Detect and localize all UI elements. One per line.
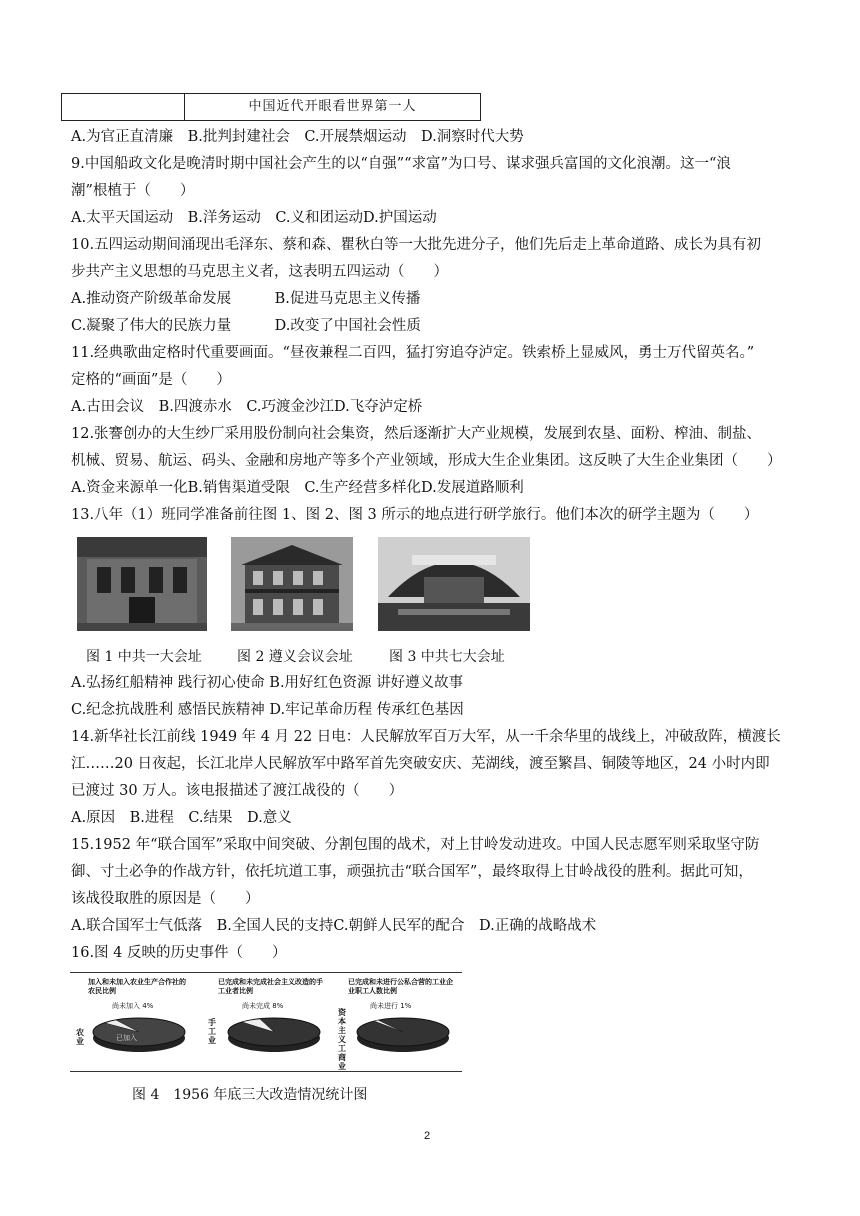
q15-stem-line2: 御、寸土必争的作战方针，依托坑道工事，顽强抗击“联合国军”，最终取得上甘岭战役的胜利。据此可知， — [71, 864, 753, 880]
q11-stem-line2: 定格的“画面”是（ ） — [71, 372, 231, 388]
q10-options-ab: A.推动资产阶级革命发展 B.促进马克思主义传播 — [71, 291, 421, 307]
q15-options: A.联合国军士气低落 B.全国人民的支持C.朝鲜人民军的配合 D.正确的战略战术 — [71, 918, 597, 934]
q14-stem-line3: 已渡过 30 万人。该电报描述了渡江战役的（ ） — [71, 783, 404, 799]
q15-stem-line1: 15.1952 年“联合国军”采取中间突破、分割包围的战术，对上甘岭发动进攻。中国人民志愿军则采取坚守防 — [71, 837, 760, 853]
photo-caption-3: 图 3 中共七大会址 — [389, 649, 505, 665]
q8-options: A.为官正直清廉 B.批判封建社会 C.开展禁烟运动 D.洞察时代大势 — [71, 129, 524, 145]
figure-4-top-rule — [70, 972, 462, 973]
q12-options: A.资金来源单一化B.销售渠道受限 C.生产经营多样化D.发展道路顺利 — [71, 480, 524, 496]
pie-1-note: 尚未加入 4% — [112, 1002, 154, 1010]
q14-stem-line2: 江……20 日夜起，长江北岸人民解放军中路军首先突破安庆、芜湖线，渡至繁昌、铜陵等地区，24 小时内即 — [71, 756, 770, 772]
q9-stem-line2: 潮”根植于（ ） — [71, 183, 195, 199]
q9-stem-line1: 9.中国船政文化是晚清时期中国社会产生的以“自强”“求富”为口号、谋求强兵富国的文化浪潮。这一“浪 — [71, 156, 731, 172]
q16-stem: 16.图 4 反映的历史事件（ ） — [71, 945, 287, 961]
pie-2-note: 尚未完成 8% — [242, 1002, 284, 1010]
q11-stem-line1: 11.经典歌曲定格时代重要画面。“昼夜兼程二百四，猛打穷追夺泸定。铁索桥上显威风，勇士万代留英名。” — [71, 345, 755, 361]
pie-3 — [352, 1012, 454, 1056]
q14-options: A.原因 B.进程 C.结果 D.意义 — [71, 810, 292, 826]
q13-options-cd: C.纪念抗战胜利 感悟民族精神 D.牢记革命历程 传承红色基因 — [71, 702, 464, 718]
q10-stem-line2: 步共产主义思想的马克思主义者，这表明五四运动（ ） — [71, 264, 448, 280]
table-cell-text: 中国近代开眼看世界第一人 — [248, 99, 417, 114]
pie-1-side-label: 农业 — [76, 1028, 84, 1046]
q14-stem-line1: 14.新华社长江前线 1949 年 4 月 22 日电：人民解放军百万大军，从一千余华里的战线上，冲破敌阵，横渡长 — [71, 729, 781, 745]
q10-stem-line1: 10.五四运动期间涌现出毛泽东、蔡和森、瞿秋白等一大批先进分子，他们先后走上革命道路、成长为具有初 — [71, 237, 762, 253]
photo-figure-2 — [231, 537, 353, 631]
q12-stem-line1: 12.张謇创办的大生纱厂采用股份制向社会集资，然后逐渐扩大产业规模，发展到农垦、面粉、榨油、制盐、 — [71, 426, 762, 442]
pie-2-title: 已完成和未完成社会主义改造的手工业者比例 — [218, 978, 323, 995]
photo-caption-2: 图 2 遵义会议会址 — [237, 649, 353, 665]
q11-options: A.古田会议 B.四渡赤水 C.巧渡金沙江D.飞夺泸定桥 — [71, 399, 423, 415]
figure-4-caption: 图 4 1956 年底三大改造情况统计图 — [132, 1087, 368, 1103]
pie-2 — [224, 1012, 324, 1056]
figure-4-bottom-rule — [70, 1071, 462, 1072]
q13-stem: 13.八年（1）班同学准备前往图 1、图 2、图 3 所示的地点进行研学旅行。他们本次的研学主题为（ ） — [71, 507, 759, 523]
pie-1-inner-label: 已加入 — [116, 1034, 137, 1042]
page-number: 2 — [424, 1130, 431, 1142]
pie-3-title: 已完成和未进行公私合营的工业企业职工人数比例 — [348, 978, 453, 995]
pie-3-side-label: 资本主义工商业 — [338, 1008, 346, 1071]
photo-figure-1 — [77, 537, 207, 631]
pie-1-title: 加入和未加入农业生产合作社的农民比例 — [88, 978, 186, 995]
question-8-table — [61, 93, 481, 121]
table-cell-empty — [62, 94, 185, 120]
photo-figure-3 — [378, 537, 530, 631]
pie-2-side-label: 手工业 — [208, 1018, 216, 1045]
q10-options-cd: C.凝聚了伟大的民族力量 D.改变了中国社会性质 — [71, 318, 421, 334]
photo-caption-1: 图 1 中共一大会址 — [86, 649, 202, 665]
figure-4 — [70, 972, 462, 1072]
q9-options: A.太平天国运动 B.洋务运动 C.义和团运动D.护国运动 — [71, 210, 437, 226]
q13-options-ab: A.弘扬红船精神 践行初心使命 B.用好红色资源 讲好遵义故事 — [71, 675, 464, 691]
pie-1 — [90, 1012, 188, 1056]
q12-stem-line2: 机械、贸易、航运、码头、金融和房地产等多个产业领域，形成大生企业集团。这反映了大生企业集团（ ） — [71, 453, 782, 469]
q15-stem-line3: 该战役取胜的原因是（ ） — [71, 891, 260, 907]
pie-3-note: 尚未进行 1% — [370, 1002, 412, 1010]
